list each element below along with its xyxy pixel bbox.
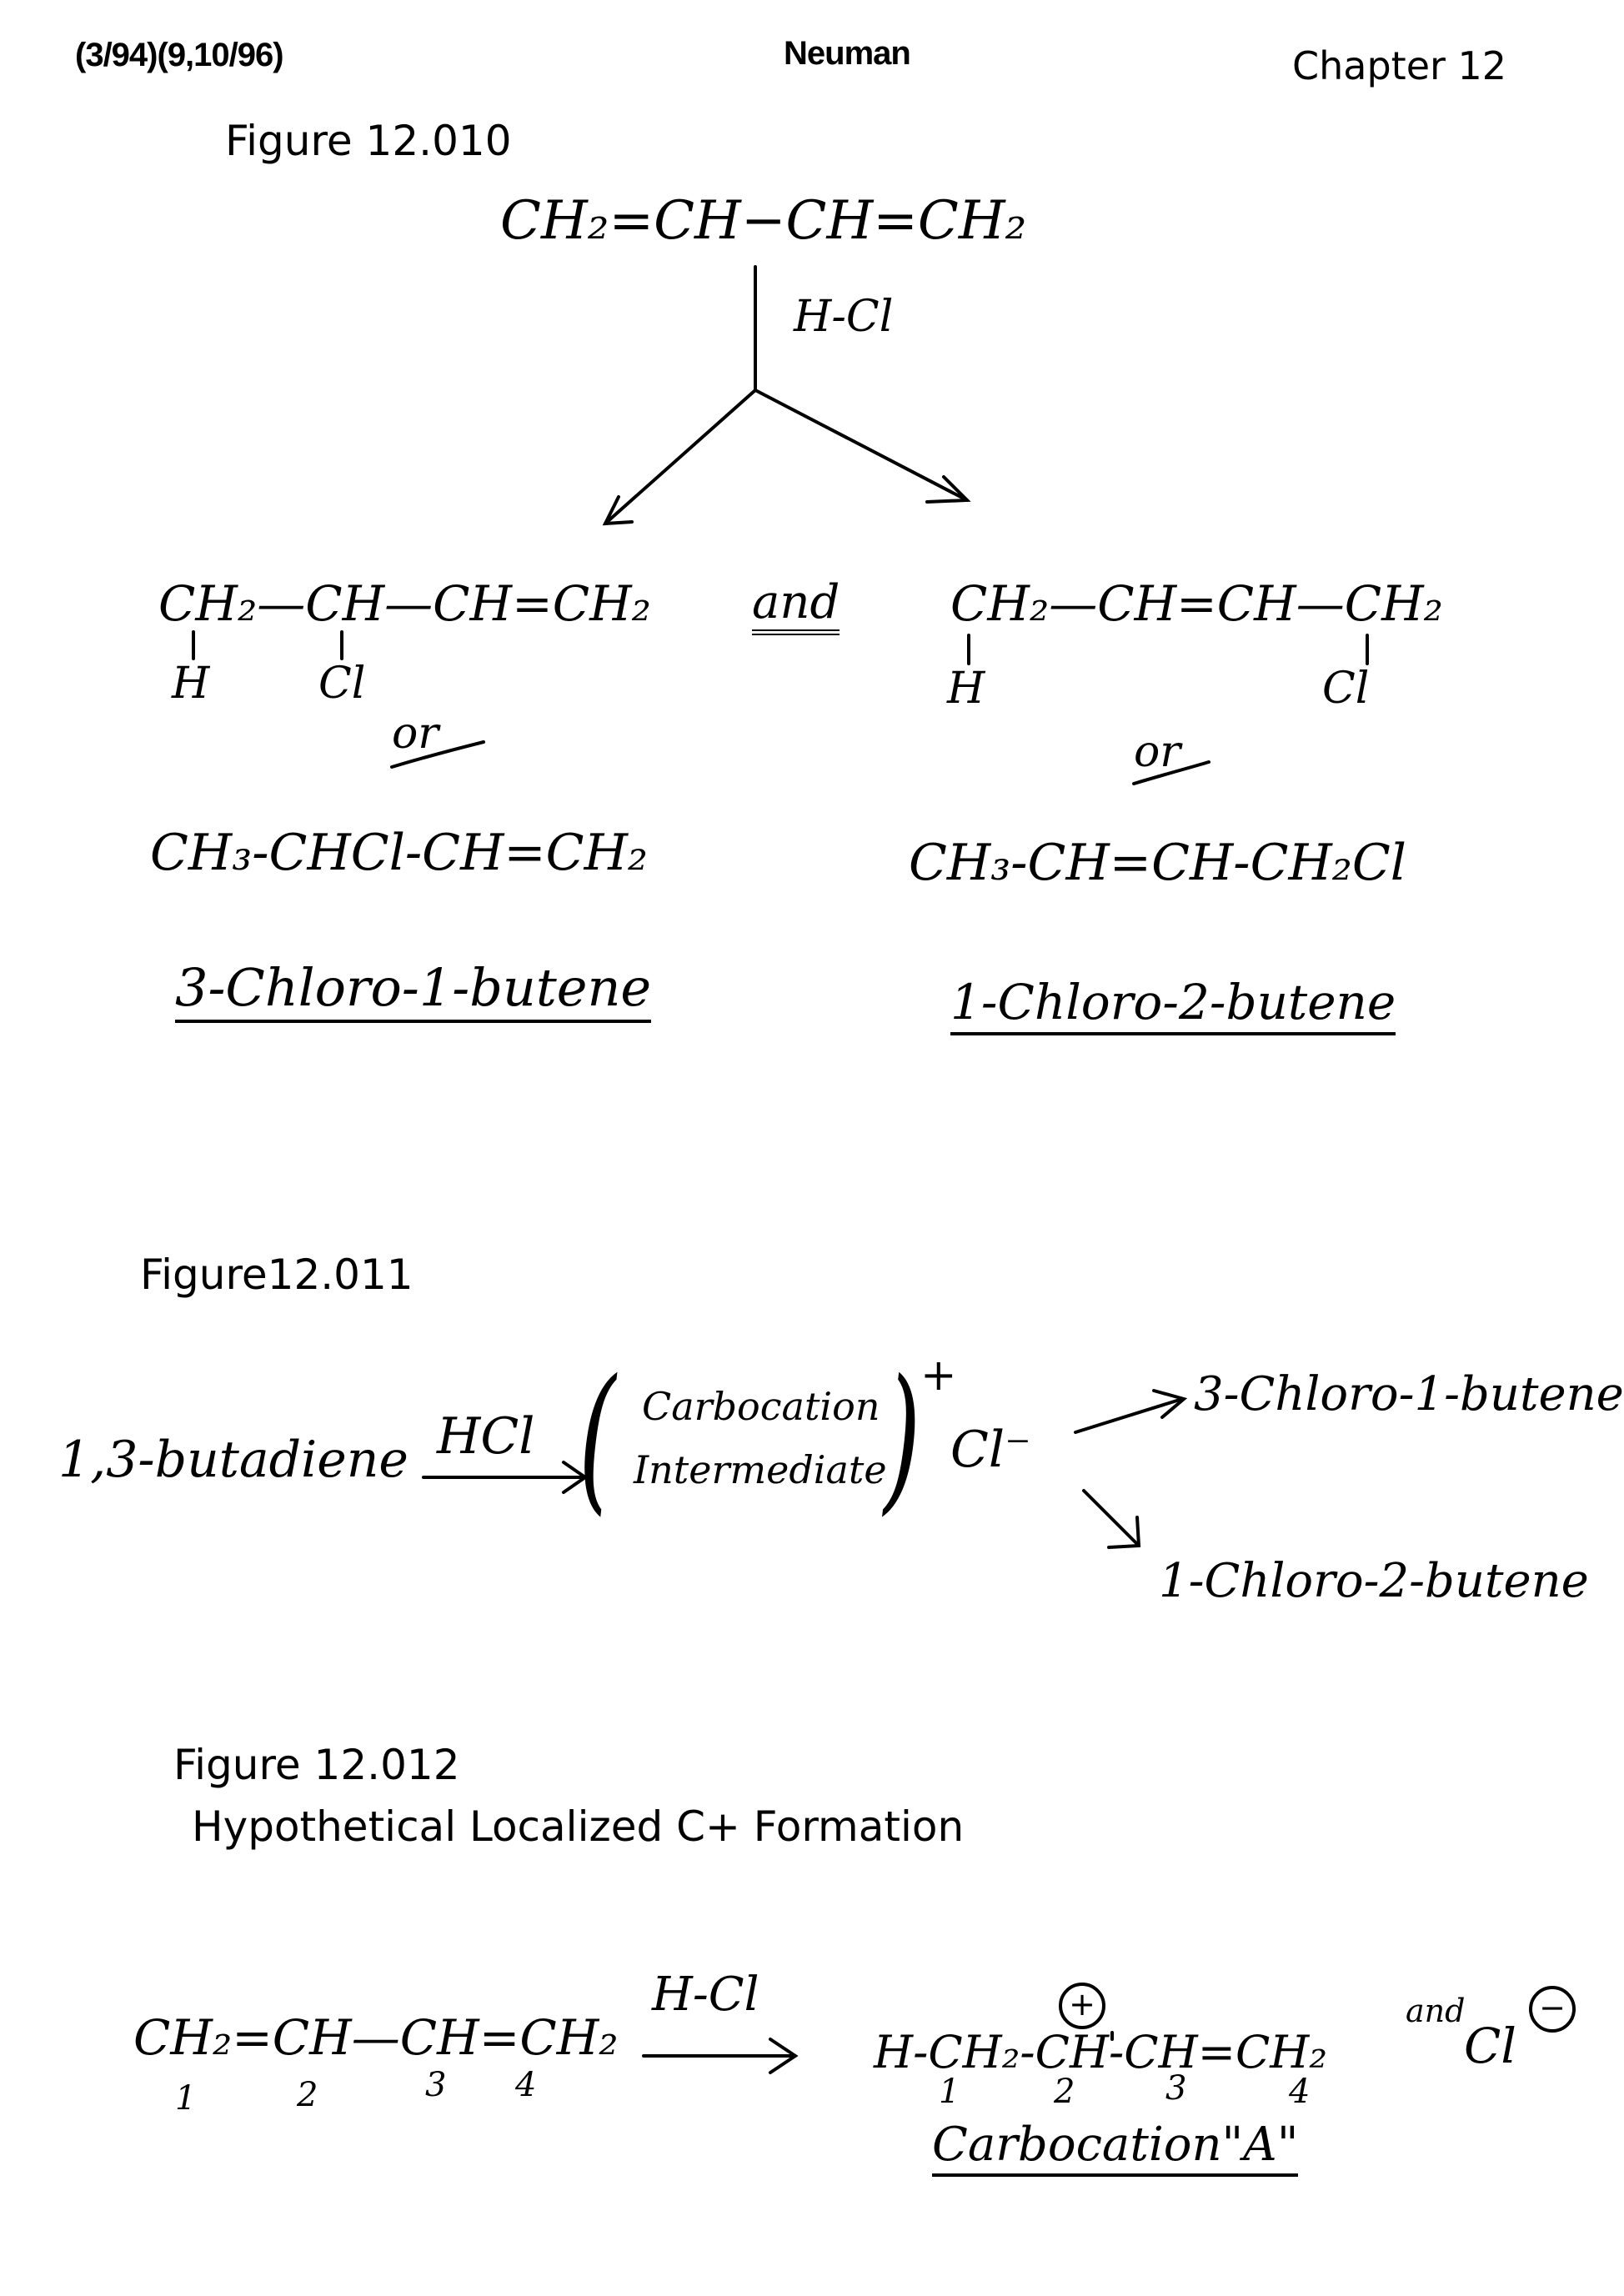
fig011-reactant: 1,3-butadiene bbox=[58, 1431, 409, 1489]
fig012-product: H-CH₂-CH-CH=CH₂ bbox=[874, 2026, 1328, 2078]
fig010-left-sub-h: H bbox=[172, 659, 210, 709]
fig011-intermediate-line1: Carbocation bbox=[642, 1384, 880, 1429]
fig010-reagent: H-Cl bbox=[794, 292, 894, 342]
fig012-reactant-number-4: 4 bbox=[515, 2066, 537, 2104]
fig010-right-sub-cl: Cl bbox=[1322, 664, 1370, 714]
fig012-anion: Cl bbox=[1464, 2018, 1516, 2074]
fig012-product-number-4: 4 bbox=[1289, 2073, 1311, 2111]
fig010-title: Figure 12.010 bbox=[225, 117, 512, 165]
fig010-and-word: and bbox=[752, 575, 840, 635]
fig012-product-number-3: 3 bbox=[1165, 2069, 1187, 2108]
header-dates: (3/94)(9,10/96) bbox=[75, 37, 283, 73]
fig012-anion-charge-symbol: − bbox=[1529, 1986, 1576, 2033]
fig010-or-right: or bbox=[1134, 727, 1181, 777]
header-author: Neuman bbox=[784, 35, 910, 72]
fig012-product-number-2: 2 bbox=[1054, 2073, 1075, 2111]
fig010-left-condensed: CH₃-CHCl-CH=CH₂ bbox=[150, 824, 648, 882]
fig011-reagent: HCl bbox=[437, 1407, 535, 1466]
fig011-lower-arrow-line bbox=[1084, 1491, 1137, 1544]
fig012-subtitle: Hypothetical Localized C+ Formation bbox=[192, 1802, 965, 1851]
fig012-reactant-number-3: 3 bbox=[425, 2066, 447, 2104]
fig011-intermediate-line2: Intermediate bbox=[634, 1447, 887, 1492]
fig010-reactant: CH₂=CH−CH=CH₂ bbox=[500, 190, 1027, 252]
fig010-left-branch bbox=[605, 390, 755, 524]
fig012-charge-circle bbox=[1059, 1983, 1105, 2029]
fig012-charge-symbol: + bbox=[1059, 1983, 1105, 2029]
fig011-product1: 3-Chloro-1-butene bbox=[1194, 1367, 1624, 1421]
fig012-title: Figure 12.012 bbox=[173, 1741, 460, 1789]
fig011-title: Figure12.011 bbox=[140, 1251, 414, 1299]
fig011-product2: 1-Chloro-2-butene bbox=[1159, 1554, 1589, 1608]
fig011-charge: + bbox=[920, 1351, 957, 1401]
fig010-right-name: 1-Chloro-2-butene bbox=[950, 974, 1396, 1035]
fig010-left-name: 3-Chloro-1-butene bbox=[175, 957, 651, 1023]
fig012-and-word: and bbox=[1406, 1993, 1466, 2029]
fig010-right-branch bbox=[755, 390, 967, 500]
fig012-reactant: CH₂=CH—CH=CH₂ bbox=[133, 2009, 619, 2066]
fig010-or-left: or bbox=[392, 709, 439, 759]
fig011-anion: Cl⁻ bbox=[950, 1421, 1031, 1479]
header-chapter: Chapter 12 bbox=[1292, 43, 1507, 88]
fig010-right-condensed: CH₃-CH=CH-CH₂Cl bbox=[909, 834, 1406, 892]
fig012-reactant-number-2: 2 bbox=[297, 2076, 318, 2114]
fig010-left-structure: CH₂—CH—CH=CH₂ bbox=[158, 575, 651, 632]
fig012-product-number-1: 1 bbox=[939, 2073, 960, 2111]
fig010-right-structure: CH₂—CH=CH—CH₂ bbox=[950, 575, 1443, 632]
fig010-right-sub-h: H bbox=[947, 664, 985, 714]
fig012-reagent: H-Cl bbox=[652, 1968, 759, 2022]
fig012-carbocation-label: Carbocation"A" bbox=[932, 2118, 1298, 2177]
fig011-right-paren: ) bbox=[884, 1346, 921, 1530]
fig012-reactant-number-1: 1 bbox=[175, 2079, 197, 2118]
fig010-left-sub-cl: Cl bbox=[318, 659, 366, 709]
fig012-anion-charge bbox=[1529, 1986, 1576, 2033]
fig011-left-paren: ( bbox=[579, 1346, 616, 1530]
